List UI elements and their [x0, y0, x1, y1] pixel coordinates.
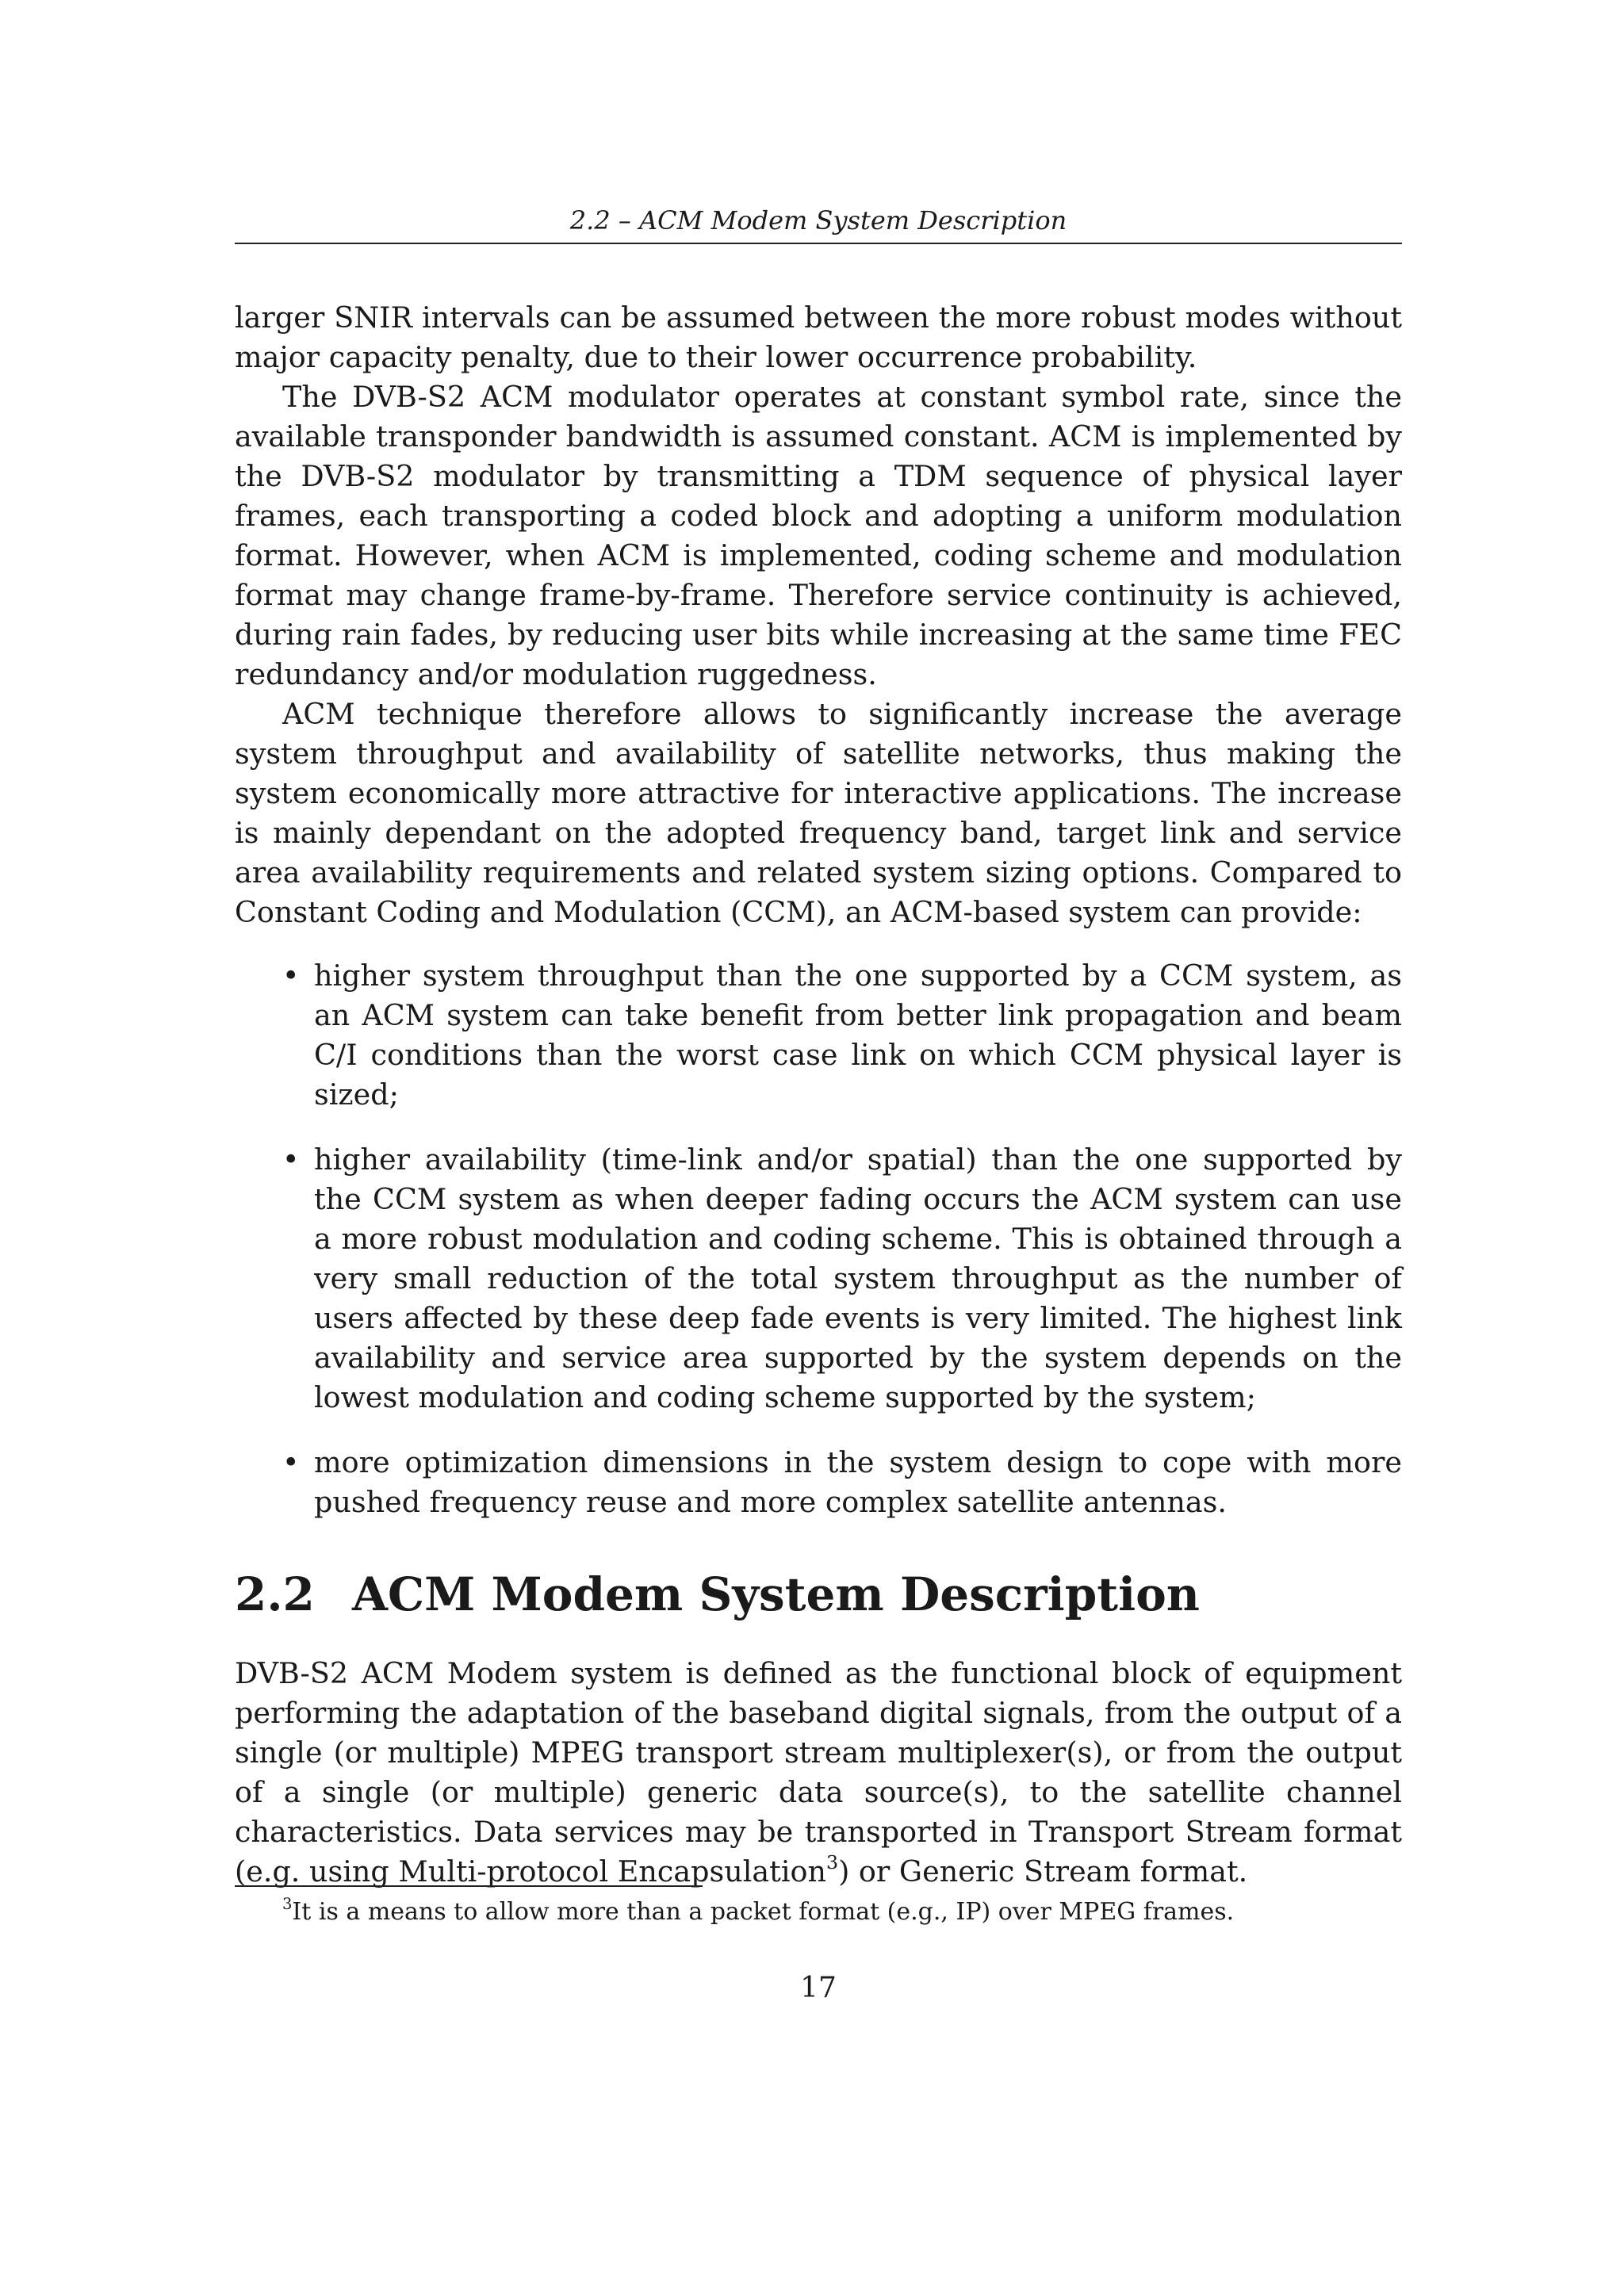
list-item [282, 956, 1402, 1115]
section-body-text: DVB-S2 ACM Modem system is defined as the functional block of equipment performing the adaptation of the baseband digital signals, from the output of a single (or multiple) MPEG transport stream multiplexer(s), or from the output of a single (or multiple) generic data source(s), to the satellite channel characteristics. Data services may be transported in Transport Stream format (e.g. using Multi-protocol Encapsulation [235, 1656, 1402, 1888]
list-item-text: higher system throughput than the one supported by a CCM system, as an ACM system can take benefit from better link propagation and beam C/I conditions than the worst case link on which CCM physical layer is sized; [314, 959, 1402, 1112]
bullet-icon: • [282, 1445, 300, 1479]
footnote-divider [235, 1885, 703, 1887]
paragraph-acm-technique: ACM technique therefore allows to significantly increase the average system throughput and availability of satellite networks, thus making the system economically more attractive for interactive applications. The increase is mainly dependant on the adopted frequency band, target link and service area availability requirements and related system sizing options. Compared to Constant Coding and Modulation (CCM), an ACM-based system can provide: [235, 697, 1402, 929]
list-item-text: more optimization dimensions in the system design to cope with more pushed frequency reuse and more complex satellite antennas. [314, 1445, 1402, 1519]
paragraph-acm-modulator: The DVB-S2 ACM modulator operates at constant symbol rate, since the available transponder bandwidth is assumed constant. ACM is implemented by the DVB-S2 modulator by transmitting a TDM sequence of physical layer frames, each transporting a coded block and adopting a uniform modulation format. However, when ACM is implemented, coding scheme and modulation format may change frame-by-frame. Therefore service continuity is achieved, during rain fades, by reducing user bits while increasing at the same time FEC redundancy and/or modulation ruggedness. [235, 380, 1402, 691]
list-item-text: higher availability (time-link and/or spatial) than the one supported by the CCM system as when deeper fading occurs the ACM system can use a more robust modulation and coding scheme. This is obtained through a very small reduction of the total system throughput as the number of users affected by these deep fade events is very limited. The highest link availability and service area supported by the system depends on the lowest modulation and coding scheme supported by the system; [314, 1142, 1402, 1414]
footnote-mark: 3 [282, 1895, 293, 1914]
paragraph-continued: larger SNIR intervals can be assumed between the more robust modes without major capacity penalty, due to their lower occurrence probability. [235, 300, 1402, 374]
footnote-text: It is a means to allow more than a packet format (e.g., IP) over MPEG frames. [292, 1898, 1235, 1926]
section-number: 2.2 [235, 1567, 315, 1621]
benefits-list [235, 956, 1402, 1522]
footnote [235, 1896, 1402, 1928]
list-item [282, 1443, 1402, 1522]
section-body-tail: ) or Generic Stream format. [838, 1854, 1248, 1888]
bullet-icon: • [282, 959, 300, 993]
paragraph-modem-definition [235, 1654, 1402, 1892]
bullet-icon: • [282, 1142, 300, 1177]
section-heading [235, 1567, 1402, 1622]
section-title: ACM Modem System Description [352, 1567, 1200, 1621]
list-item [282, 1140, 1402, 1418]
page-number: 17 [800, 1972, 837, 2004]
page-body [235, 298, 1402, 1892]
footnote-reference[interactable]: 3 [825, 1851, 839, 1874]
running-title: 2.2 – ACM Modem System Description [569, 205, 1067, 235]
running-header [235, 203, 1402, 244]
